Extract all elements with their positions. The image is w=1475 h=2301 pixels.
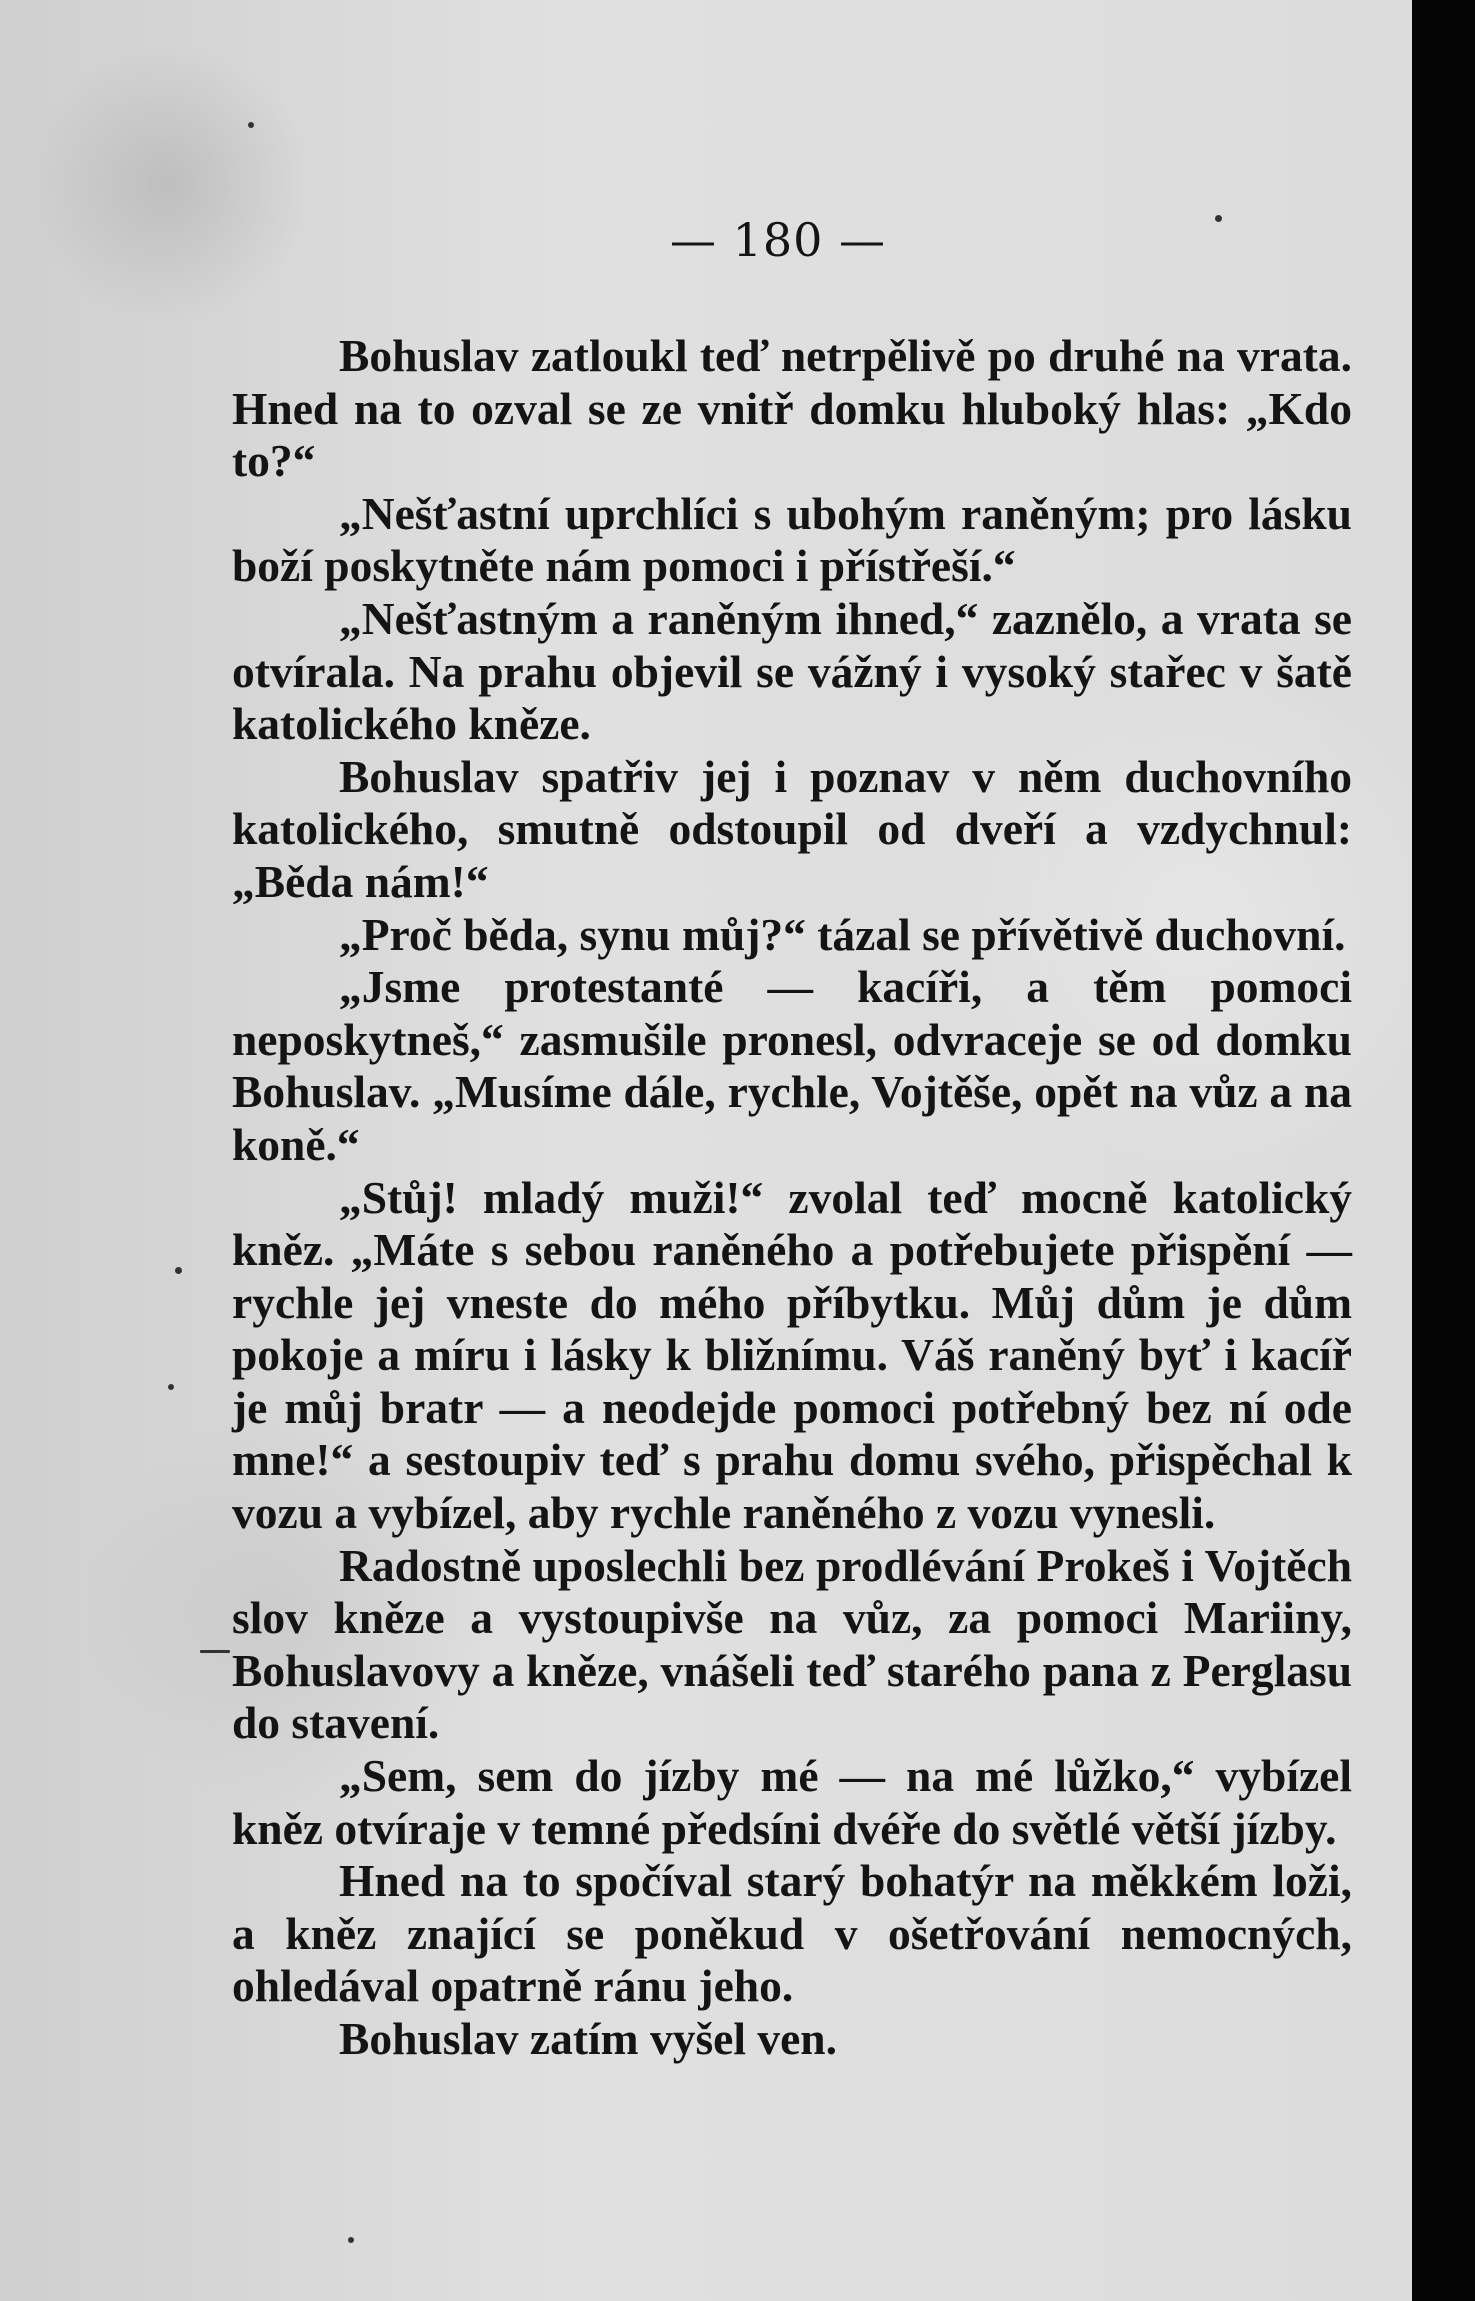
dust-speck: [248, 122, 254, 128]
paragraph: Bohuslav spatřiv jej i poznav v něm duchovního katolického, smutně odstoupil od dveří a vzdychnul: „Běda nám!“: [232, 750, 1352, 907]
dust-speck: [175, 1267, 182, 1274]
paragraph: Bohuslav zatím vyšel ven.: [339, 2013, 837, 2064]
dust-speck: [1215, 215, 1222, 222]
paragraph: „Sem, sem do jízby mé — na mé lůžko,“ vybízel kněz otvíraje v temné předsíni dvéře do světlé větší jízby.: [232, 1750, 1352, 1854]
paragraph: Hned na to spočíval starý bohatýr na měkkém loži, a kněz znající se poněkud v ošetřování nemocných, ohledával opatrně ránu jeho.: [232, 1855, 1352, 2012]
paragraph: „Jsme protestanté — kacíři, a těm pomoci neposkytneš,“ zasmušile pronesl, odvraceje se od domku Bohuslav. „Musíme dále, rychle, Vojtěše, opět na vůz a na koně.“: [232, 961, 1352, 1170]
dust-speck: [168, 1384, 174, 1390]
paragraph: „Nešťastní uprchlíci s ubohým raněným; pro lásku boží poskytněte nám pomoci i přístřeší.“: [232, 487, 1352, 592]
dust-speck: [348, 2237, 354, 2243]
paragraph: „Nešťastným a raněným ihned,“ zaznělo, a vrata se otvírala. Na prahu objevil se vážný i vysoký stařec v šatě katolického kněze.: [232, 592, 1352, 750]
paragraph: „Proč běda, synu můj?“ tázal se přívětivě duchovní.: [339, 908, 1346, 960]
scan-border: [1412, 0, 1475, 2301]
dust-speck: [200, 1650, 230, 1653]
paragraph: „Stůj! mladý muži!“ zvolal teď mocně katolický kněz. „Máte s sebou raněného a potřebujete přispění — rychle jej vneste do mého příbytku. Můj dům je dům pokoje a míru i lásky k bližnímu. Váš raněný byť i kacíř je můj bratr — a neodejde pomoci potřebný bez ní ode mne!“ a sestoupiv teď s prahu domu svého, přispěchal k vozu a vybízel, aby rychle raněného z vozu vynesli.: [232, 1171, 1352, 1539]
paragraph: Radostně uposlechli bez prodlévání Prokeš i Vojtěch slov kněze a vystoupivše na vůz, za pomoci Mariiny, Bohuslavovy a kněze, vnášeli teď starého pana z Perglasu do stavení.: [232, 1539, 1352, 1749]
paragraph: Bohuslav zatloukl teď netrpělivě po druhé na vrata. Hned na to ozval se ze vnitř domku hluboký hlas: „Kdo to?“: [232, 330, 1352, 487]
body-text: [232, 330, 1352, 2066]
page-number: — 180 —: [670, 213, 887, 267]
